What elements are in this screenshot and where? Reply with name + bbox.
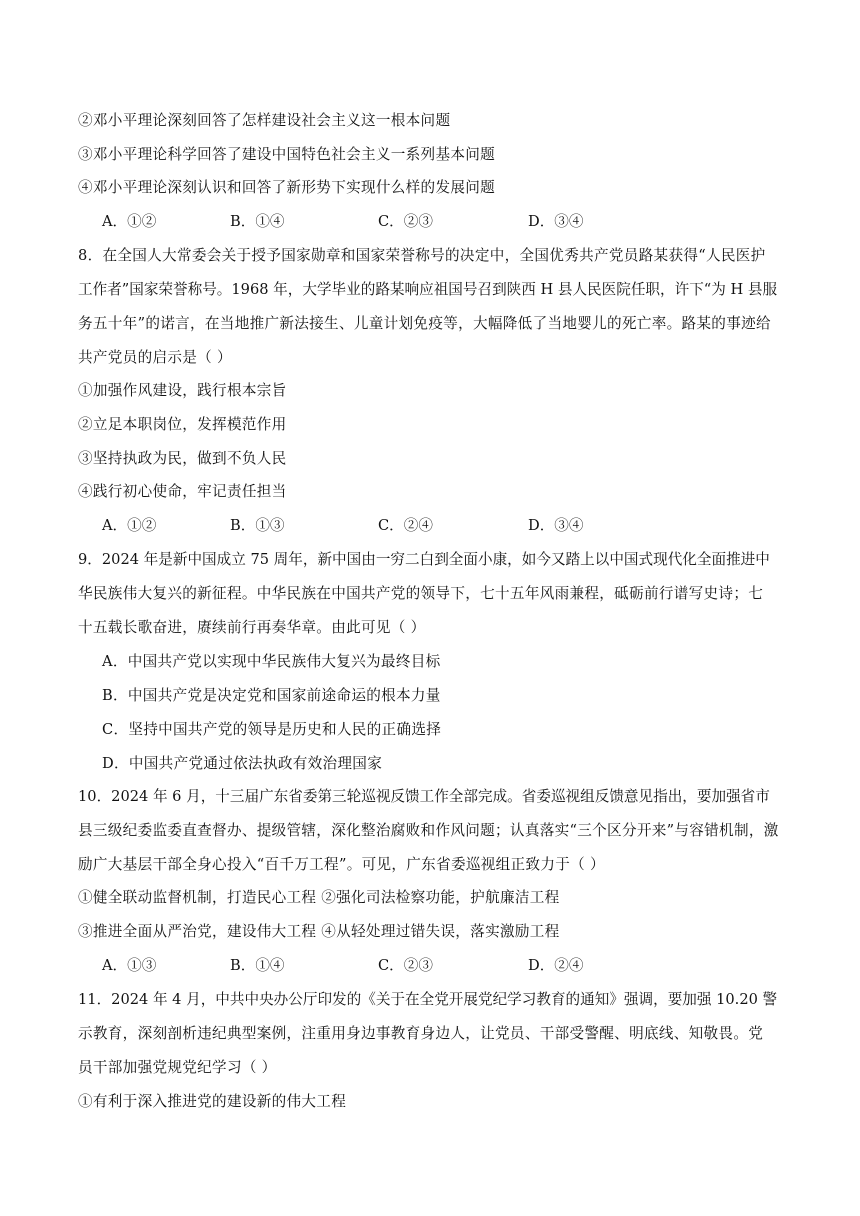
q8-option-d[interactable]: D．③④ bbox=[528, 517, 584, 534]
q10-option-b[interactable]: B．①④ bbox=[230, 957, 285, 974]
q7-option-b[interactable]: B．①④ bbox=[230, 213, 285, 230]
q10-option-c[interactable]: C．②③ bbox=[378, 957, 433, 974]
q10-option-a[interactable]: A．①③ bbox=[102, 957, 157, 974]
q8-stem-line: 工作者”国家荣誉称号。1968 年，大学毕业的路某响应祖国号召到陕西 H 县人民医院任职，许下“为 H 县服 bbox=[78, 281, 778, 298]
q10-items-line: ③推进全面从严治党，建设伟大工程 ④从轻处理过错失误，落实激励工程 bbox=[78, 923, 560, 940]
q9-option-b[interactable]: B．中国共产党是决定党和国家前途命运的根本力量 bbox=[102, 687, 441, 704]
q10-stem-line: 县三级纪委监委直查督办、提级管辖，深化整治腐败和作风问题；认真落实“三个区分开来”与容错机制，激 bbox=[78, 822, 779, 839]
q10-stem-line: 励广大基层干部全身心投入“百千万工程”。可见，广东省委巡视组正致力于（ ） bbox=[78, 856, 605, 873]
q10-items-line: ①健全联动监督机制，打造民心工程 ②强化司法检察功能，护航廉洁工程 bbox=[78, 889, 560, 906]
q8-option-a[interactable]: A．①② bbox=[102, 517, 157, 534]
q9-option-a[interactable]: A．中国共产党以实现中华民族伟大复兴为最终目标 bbox=[102, 653, 441, 670]
q9-option-d[interactable]: D．中国共产党通过依法执政有效治理国家 bbox=[102, 755, 383, 772]
q8-stem-line: 8．在全国人大常委会关于授予国家勋章和国家荣誉称号的决定中，全国优秀共产党员路某获得“人民医护 bbox=[78, 247, 766, 264]
q11-stem-line: 员干部加强党规党纪学习（ ） bbox=[78, 1059, 277, 1076]
q11-stem-line: 示教育，深刻剖析违纪典型案例，注重用身边事教育身边人，让党员、干部受警醒、明底线、知敬畏。党 bbox=[78, 1025, 764, 1042]
q8-option-b[interactable]: B．①③ bbox=[230, 517, 285, 534]
q7-option-a[interactable]: A．①② bbox=[102, 213, 157, 230]
q9-stem-line: 9．2024 年是新中国成立 75 周年，新中国由一穷二白到全面小康，如今又踏上以中国式现代化全面推进中 bbox=[78, 551, 770, 568]
q8-item-3: ③坚持执政为民，做到不负人民 bbox=[78, 450, 287, 467]
q8-stem-line: 共产党员的启示是（ ） bbox=[78, 349, 232, 366]
q9-option-c[interactable]: C．坚持中国共产党的领导是历史和人民的正确选择 bbox=[102, 721, 442, 738]
q8-item-2: ②立足本职岗位，发挥模范作用 bbox=[78, 416, 287, 433]
q10-option-d[interactable]: D．②④ bbox=[528, 957, 584, 974]
q8-item-4: ④践行初心使命，牢记责任担当 bbox=[78, 483, 287, 500]
q7-item-3: ③邓小平理论科学回答了建设中国特色社会主义一系列基本问题 bbox=[78, 146, 496, 163]
q8-option-c[interactable]: C．②④ bbox=[378, 517, 433, 534]
q9-stem-line: 十五载长歌奋进，赓续前行再奏华章。由此可见（ ） bbox=[78, 619, 426, 636]
q7-option-c[interactable]: C．②③ bbox=[378, 213, 433, 230]
q11-stem-line: 11．2024 年 4 月，中共中央办公厅印发的《关于在全党开展党纪学习教育的通知》强调，要加强 10.20 警 bbox=[78, 991, 778, 1008]
q10-stem-line: 10．2024 年 6 月，十三届广东省委第三轮巡视反馈工作全部完成。省委巡视组反馈意见指出，要加强省市 bbox=[78, 788, 770, 805]
q11-item-1: ①有利于深入推进党的建设新的伟大工程 bbox=[78, 1093, 347, 1110]
q9-stem-line: 华民族伟大复兴的新征程。中华民族在中国共产党的领导下，七十五年风雨兼程，砥砺前行谱写史诗；七 bbox=[78, 585, 764, 602]
q7-option-d[interactable]: D．③④ bbox=[528, 213, 584, 230]
q7-item-2: ②邓小平理论深刻回答了怎样建设社会主义这一根本问题 bbox=[78, 112, 451, 129]
q8-item-1: ①加强作风建设，践行根本宗旨 bbox=[78, 382, 287, 399]
q7-item-4: ④邓小平理论深刻认识和回答了新形势下实现什么样的发展问题 bbox=[78, 179, 496, 196]
q8-stem-line: 务五十年”的诺言，在当地推广新法接生、儿童计划免疫等，大幅降低了当地婴儿的死亡率。路某的事迹给 bbox=[78, 315, 771, 332]
